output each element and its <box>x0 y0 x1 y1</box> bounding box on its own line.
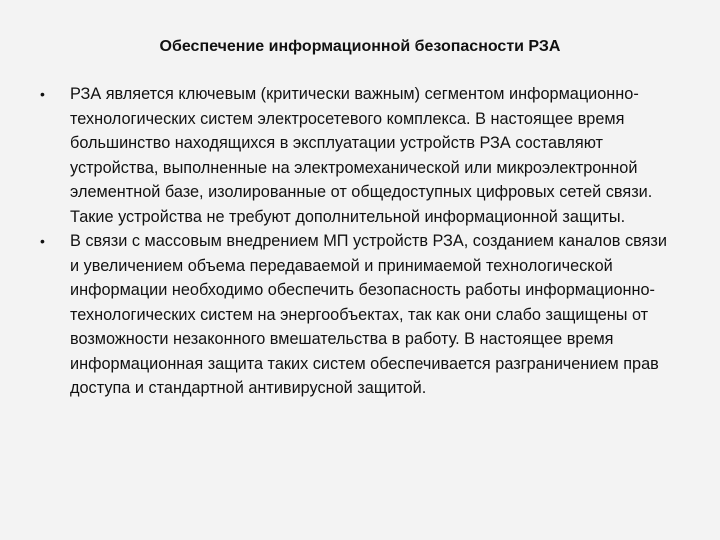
bullet-text: РЗА является ключевым (критически важным) сегментом информационно-технологических систем электросетевого комплекса. В настоящее время большинство находящихся в эксплуатации устройств РЗА составляют устройства, выполненные на электромеханической или микроэлектронной элементной базе, изолированные от общедоступных цифровых сетей связи. Такие устройства не требуют дополнительной информационной защиты. <box>70 85 653 226</box>
bullet-list <box>38 82 678 401</box>
slide-title: Обеспечение информационной безопасности РЗА <box>159 38 561 55</box>
bullet-text: В связи с массовым внедрением МП устройств РЗА, созданием каналов связи и увеличением объема передаваемой и принимаемой технологической информации необходимо обеспечить безопасность работы информационно-технологических систем на энергообъектах, так как они слабо защищены от возможности незаконного вмешательства в работу. В настоящее время информационная защита таких систем обеспечивается разграничением прав доступа и стандартной антивирусной защитой. <box>70 232 667 397</box>
bullet-dot-icon: • <box>40 86 45 102</box>
bullet-item <box>38 229 678 401</box>
bullet-dot-icon: • <box>40 233 45 249</box>
bullet-item <box>38 82 678 229</box>
